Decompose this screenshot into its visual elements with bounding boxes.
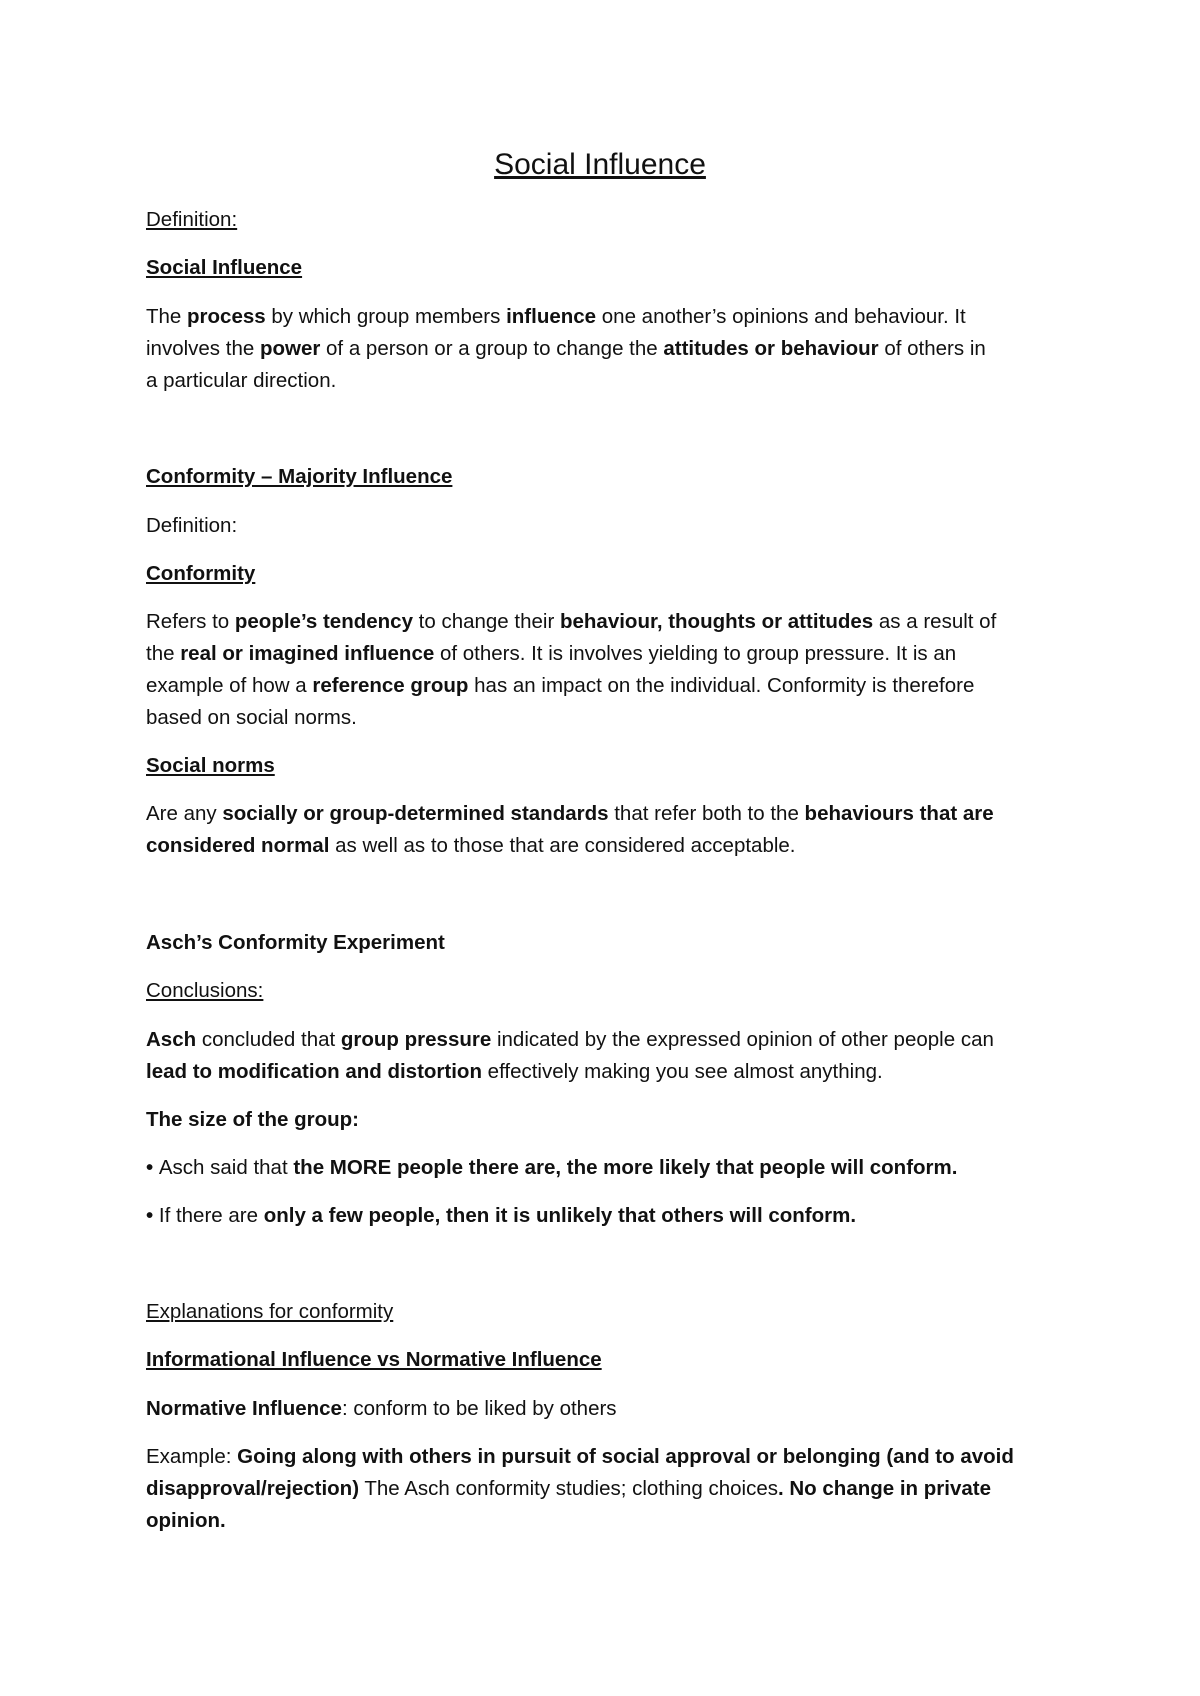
text-run: has an impact on the individual. Conformity is therefore	[468, 674, 975, 697]
text-run: that refer both to the	[608, 802, 805, 825]
text-run: to change their	[412, 610, 560, 633]
bullet-item	[146, 1152, 1076, 1184]
bold-run: process	[187, 305, 266, 328]
text-run: indicated by the expressed opinion of other people can	[491, 1028, 994, 1051]
social-norms-heading: Social norms	[146, 754, 275, 777]
paragraph-line	[146, 1505, 1076, 1537]
page-title: Social Influence	[494, 148, 706, 181]
text-run: Refers to	[146, 610, 235, 633]
bold-run: only a few people, then it is unlikely that others will conform.	[263, 1204, 857, 1227]
text-run: of others in	[878, 337, 986, 360]
bold-run: real or imagined influence	[180, 642, 435, 665]
text-run: of a person or a group to change the	[320, 337, 664, 360]
bold-run: Asch	[146, 1028, 197, 1051]
text-run: concluded that	[196, 1028, 341, 1051]
definition-label: Definition:	[146, 208, 238, 231]
paragraph-line	[146, 702, 1076, 734]
paragraph-line	[146, 606, 1076, 638]
social-influence-heading: Social Influence	[146, 256, 303, 279]
paragraph-line	[146, 830, 1076, 862]
paragraph-line	[146, 1473, 1076, 1505]
explanations-label: Explanations for conformity	[146, 1300, 394, 1323]
text-run: The Asch conformity studies; clothing choices	[359, 1477, 778, 1500]
text-run: as a result of	[873, 610, 997, 633]
paragraph-line	[146, 1056, 1076, 1088]
bold-run: socially or group-determined standards	[222, 802, 609, 825]
bold-run: behaviours that are	[804, 802, 994, 825]
paragraph-line	[146, 670, 1076, 702]
bold-run: the MORE people there are, the more likely that people will conform.	[293, 1156, 958, 1179]
paragraph-line	[146, 638, 1076, 670]
text-run: If there are	[158, 1204, 264, 1227]
conformity-majority-heading: Conformity – Majority Influence	[146, 465, 453, 488]
bold-run: behaviour, thoughts or attitudes	[559, 610, 874, 633]
bullet-marker: •	[146, 1204, 159, 1227]
bold-run: people’s tendency	[234, 610, 413, 633]
text-run: Are any	[146, 802, 223, 825]
bold-run: considered normal	[146, 834, 330, 857]
paragraph-line	[146, 1441, 1076, 1473]
bold-run: lead to modification and distortion	[146, 1060, 482, 1083]
text-run: Asch said that	[158, 1156, 294, 1179]
paragraph-line	[146, 798, 1076, 830]
definition-label: Definition:	[146, 514, 238, 537]
bullet-marker: •	[146, 1156, 159, 1179]
text-run: one another’s opinions and behaviour. It	[596, 305, 966, 328]
bold-run: opinion.	[146, 1509, 226, 1532]
conclusions-label: Conclusions:	[146, 979, 264, 1002]
text-run: as well as to those that are considered acceptable.	[329, 834, 796, 857]
text-run: by which group members	[265, 305, 507, 328]
bold-run: . No change in private	[777, 1477, 992, 1500]
paragraph-line	[146, 1024, 1076, 1056]
bold-run: power	[259, 337, 321, 360]
text-run: a particular direction.	[146, 369, 337, 392]
bold-run: influence	[506, 305, 597, 328]
bold-run: reference group	[312, 674, 469, 697]
informational-normative-heading: Informational Influence vs Normative Influence	[146, 1348, 602, 1371]
paragraph-line	[146, 301, 1076, 333]
text-run: Example:	[146, 1445, 238, 1468]
text-run: : conform to be liked by others	[341, 1397, 617, 1420]
bold-run: disapproval/rejection)	[146, 1477, 360, 1500]
paragraph-line	[146, 365, 1076, 397]
paragraph-line	[146, 333, 1076, 365]
bold-run: attitudes or behaviour	[663, 337, 879, 360]
text-run: involves the	[146, 337, 260, 360]
bold-run: Going along with others in pursuit of social approval or belonging (and to avoid	[237, 1445, 1014, 1468]
text-run: effectively making you see almost anything.	[481, 1060, 883, 1083]
text-run: The	[146, 305, 188, 328]
text-run: the	[146, 642, 181, 665]
bullet-item	[146, 1200, 1076, 1232]
group-size-heading: The size of the group:	[146, 1108, 359, 1131]
conformity-heading: Conformity	[146, 562, 256, 585]
asch-experiment-heading: Asch’s Conformity Experiment	[146, 931, 445, 954]
text-run: of others. It is involves yielding to group pressure. It is an	[434, 642, 957, 665]
bold-run: group pressure	[340, 1028, 492, 1051]
text-run: based on social norms.	[146, 706, 357, 729]
bold-run: Normative Influence	[146, 1397, 342, 1420]
text-run: example of how a	[146, 674, 313, 697]
normative-line	[146, 1393, 1076, 1425]
